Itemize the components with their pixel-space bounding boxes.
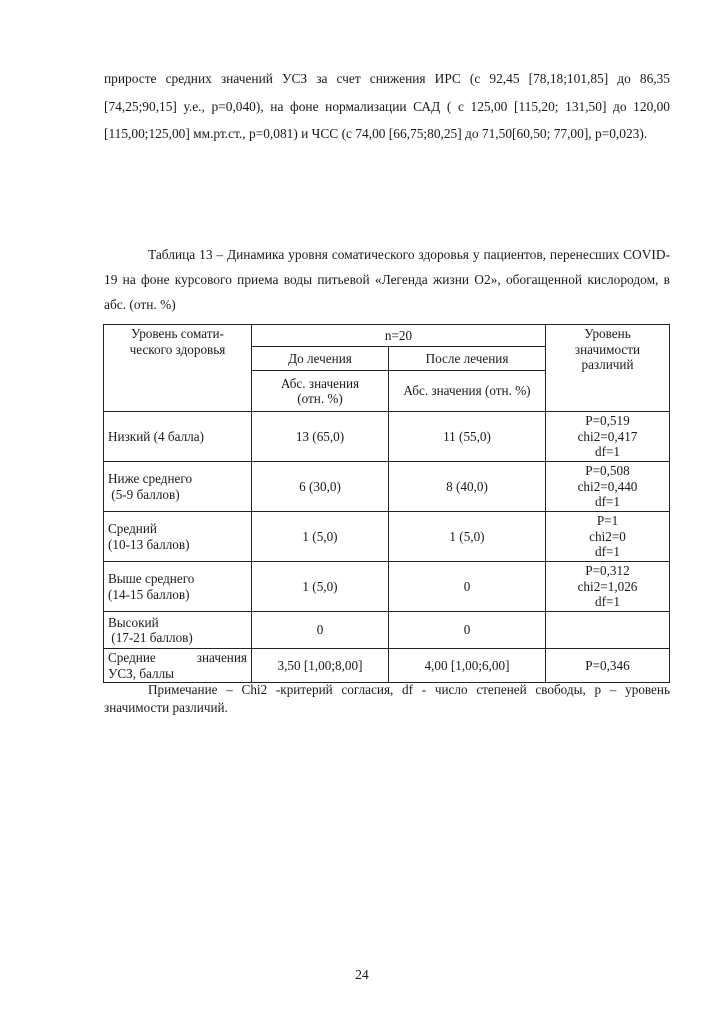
row-label-line2: УСЗ, баллы: [108, 665, 175, 681]
row-p: P=0,346: [546, 649, 670, 683]
row-before: 6 (30,0): [252, 462, 389, 512]
page-number: 24: [355, 967, 369, 982]
row-significance: [546, 562, 670, 612]
row-label-line2: (5-9 баллов): [108, 486, 180, 502]
header-level-line2: ческого здоровья: [129, 341, 226, 357]
header-before-sub-line1: Абс. значения: [280, 375, 360, 391]
row-after: 8 (40,0): [389, 462, 546, 512]
row-after: 0: [389, 562, 546, 612]
row-p: P=0,519: [585, 413, 630, 429]
table-row: [104, 562, 670, 612]
row-significance: [546, 412, 670, 462]
row-after: 11 (55,0): [389, 412, 546, 462]
table-caption: [104, 242, 670, 317]
table-row: [104, 412, 670, 462]
row-label-line1: Ниже среднего: [108, 471, 193, 486]
table-caption-text: Таблица 13 – Динамика уровня соматического здоровья у пациентов, перенесших COVID-19 на фоне курсового приема воды питьевой «Легенда жизни О2», обогащенной кислородом, в абс. (отн. %): [104, 247, 670, 312]
row-chi: chi2=1,026: [577, 578, 638, 594]
row-label-line2: (10-13 баллов): [108, 536, 190, 552]
row-label: [104, 562, 252, 612]
header-before-sub: [252, 371, 389, 412]
row-label-line1: Низкий (4 балла): [108, 428, 204, 444]
row-label-line1: Средний: [108, 521, 157, 536]
header-after-sub: Абс. значения (отн. %): [389, 371, 546, 412]
row-df: df=1: [594, 594, 621, 610]
table-row: [104, 612, 670, 649]
header-significance-line1: Уровень: [584, 326, 631, 341]
row-label-line2: (14-15 баллов): [108, 586, 190, 602]
row-label-line2: (17-21 баллов): [108, 630, 193, 645]
row-chi: chi2=0: [589, 528, 626, 544]
row-label-line1: Высокий: [108, 614, 159, 630]
row-label: [104, 412, 252, 462]
header-before-sub-line2: (отн. %): [297, 391, 343, 406]
row-label: [104, 612, 252, 649]
row-df: df=1: [594, 444, 621, 460]
row-significance: [546, 612, 670, 649]
table-row: [104, 462, 670, 512]
row-after: 4,00 [1,00;6,00]: [389, 649, 546, 683]
row-label: [104, 512, 252, 562]
table-note: [104, 681, 670, 717]
somatic-health-table: [103, 324, 670, 683]
row-before: 1 (5,0): [252, 512, 389, 562]
row-before: 3,50 [1,00;8,00]: [252, 649, 389, 683]
row-chi: chi2=0,417: [577, 428, 638, 444]
table-row: [104, 512, 670, 562]
header-significance-line3: различий: [581, 357, 634, 372]
row-p: P=0,508: [585, 463, 630, 479]
header-after: После лечения: [389, 347, 546, 371]
table-note-text: Примечание – Chi2 -критерий согласия, df - число степеней свободы, p – уровень значимости различий.: [104, 682, 670, 715]
header-significance: [546, 325, 670, 412]
row-label-line1: Выше среднего: [108, 571, 195, 586]
body-paragraph: приросте средних значений УСЗ за счет снижения ИРС (с 92,45 [78,18;101,85] до 86,35 [74,25;90,15] у.е., p=0,040), на фоне нормализации САД ( с 125,00 [115,20; 131,50] до 120,00 [115,00;125,00] мм.рт.ст., p=0,081) и ЧСС (с 74,00 [66,75;80,25] до 71,50[60,50; 77,00], p=0,023).: [104, 71, 670, 141]
row-label: [104, 649, 252, 683]
row-p: P=0,312: [585, 563, 630, 579]
header-n: n=20: [252, 325, 546, 347]
row-df: df=1: [594, 544, 621, 560]
header-significance-line2: значимости: [574, 341, 641, 357]
row-after: 1 (5,0): [389, 512, 546, 562]
row-label-line1: Средние значения: [108, 650, 247, 665]
row-before: 1 (5,0): [252, 562, 389, 612]
row-label: [104, 462, 252, 512]
header-level-line1: Уровень сомати-: [131, 326, 224, 341]
row-before: 13 (65,0): [252, 412, 389, 462]
row-p: P=1: [596, 513, 619, 529]
header-before: До лечения: [252, 347, 389, 371]
row-significance: [546, 512, 670, 562]
row-before: 0: [252, 612, 389, 649]
row-chi: chi2=0,440: [577, 478, 638, 494]
table-row-mean: [104, 649, 670, 683]
row-df: df=1: [594, 494, 621, 510]
row-significance: [546, 462, 670, 512]
header-level: [104, 325, 252, 412]
row-after: 0: [389, 612, 546, 649]
